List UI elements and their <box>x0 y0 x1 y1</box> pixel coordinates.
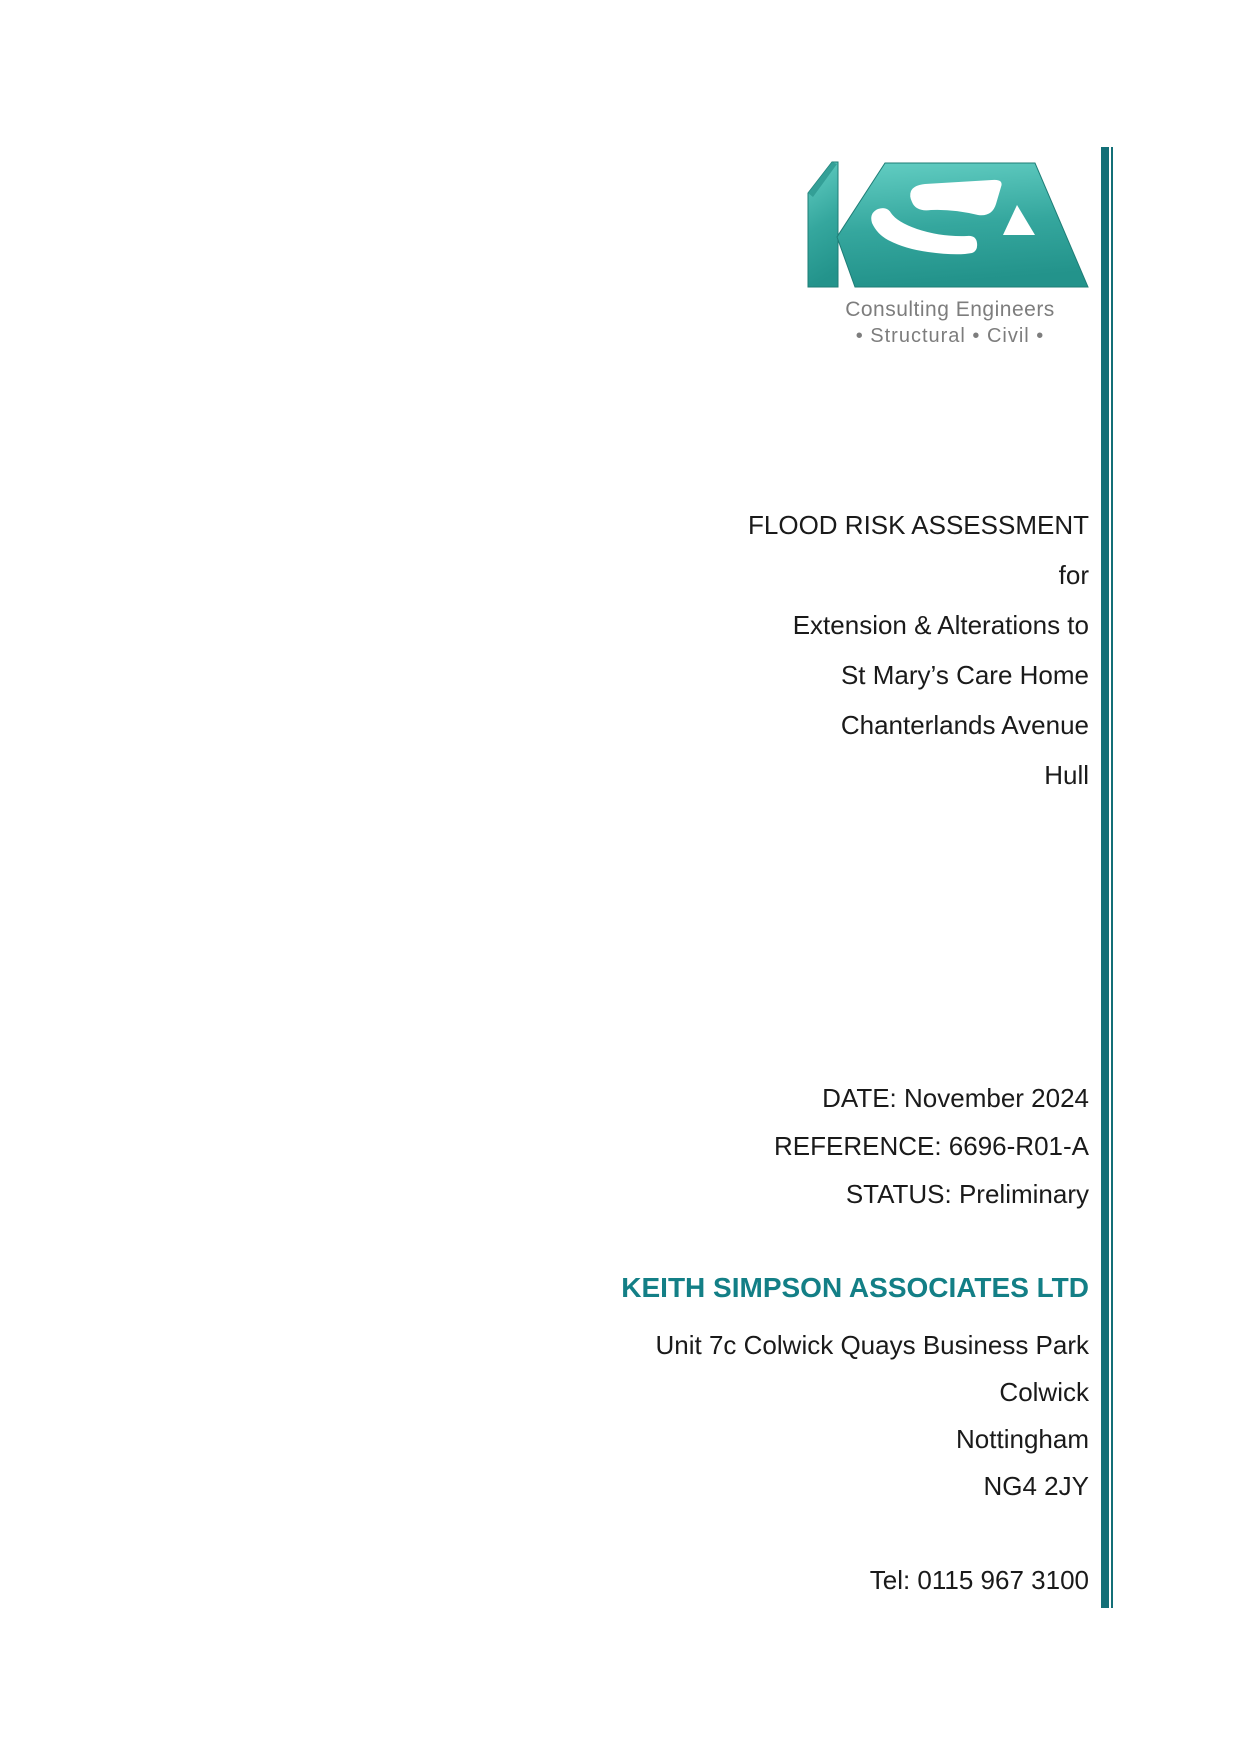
project-site-name: St Mary’s Care Home <box>840 660 1089 690</box>
report-date: DATE: November 2024 <box>822 1083 1089 1113</box>
accent-vertical-line-thick <box>1101 147 1109 1608</box>
logo-tagline-line1: Consulting Engineers <box>845 298 1055 321</box>
report-title-block <box>260 500 1089 800</box>
company-address-line3: Nottingham <box>956 1424 1089 1454</box>
report-title-connector: for <box>1058 560 1089 590</box>
project-city: Hull <box>1044 760 1089 790</box>
logo-tagline <box>757 297 1143 349</box>
project-street: Chanterlands Avenue <box>840 710 1089 740</box>
company-address-line1: Unit 7c Colwick Quays Business Park <box>655 1330 1089 1360</box>
ksa-logo-icon <box>715 130 1105 300</box>
accent-vertical-line-thin <box>1111 147 1113 1608</box>
company-address-block <box>260 1322 1089 1604</box>
project-description: Extension & Alterations to <box>792 610 1089 640</box>
company-address-line2: Colwick <box>999 1377 1089 1407</box>
report-meta-block <box>260 1074 1089 1218</box>
logo-letter-s-upper <box>910 180 1001 215</box>
report-title: FLOOD RISK ASSESSMENT <box>748 510 1089 540</box>
company-phone: Tel: 0115 967 3100 <box>869 1565 1089 1595</box>
logo-tagline-line2: • Structural • Civil • <box>855 325 1045 347</box>
report-status: STATUS: Preliminary <box>845 1179 1089 1209</box>
report-reference: REFERENCE: 6696-R01-A <box>774 1131 1089 1161</box>
company-name: KEITH SIMPSON ASSOCIATES LTD <box>621 1272 1089 1303</box>
company-postcode: NG4 2JY <box>983 1471 1089 1501</box>
